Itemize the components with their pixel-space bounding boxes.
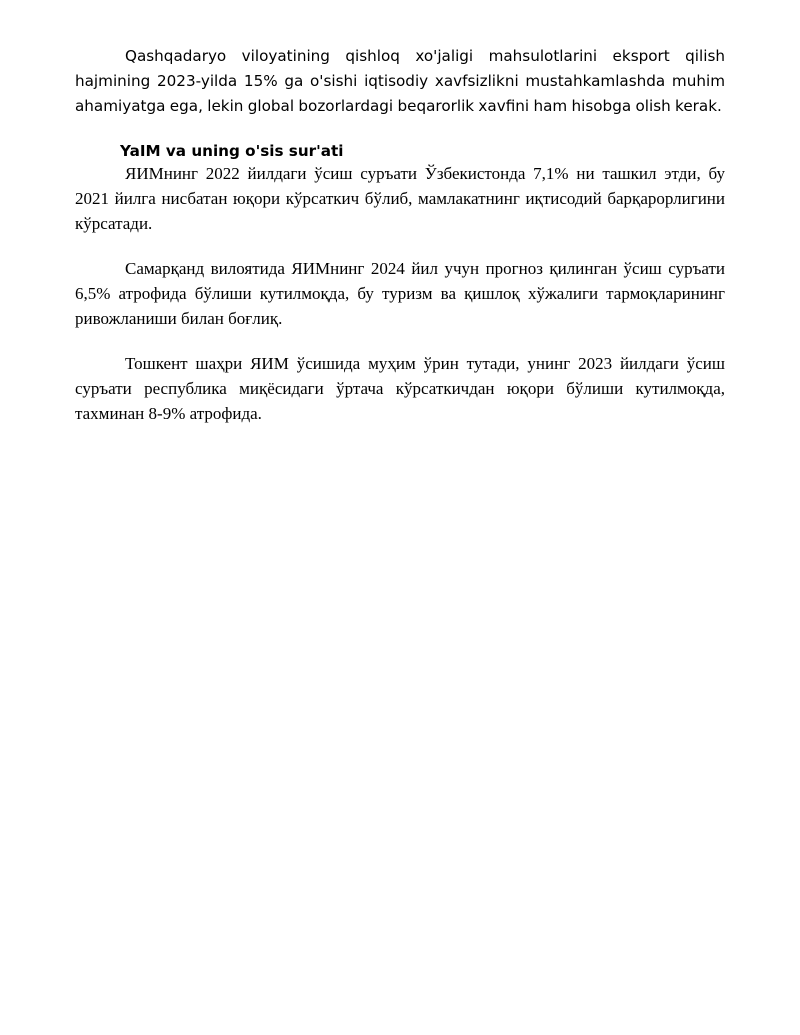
- paragraph-export-growth: Qashqadaryo viloyatining qishloq xo'jaligi mahsulotlarini eksport qilish hajmining 2023-yilda 15% ga o'sishi iqtisodiy xavfsizlikni mustahkamlashda muhim ahamiyatga ega, lekin global bozorlardagi beqarorlik xavfini ham hisobga olish kerak.: [75, 47, 725, 115]
- paragraph-tashkent-growth: Тошкент шаҳри ЯИМ ўсишида муҳим ўрин тутади, унинг 2023 йилдаги ўсиш суръати республика миқёсидаги ўртача кўрсаткичдан юқори бўлиши кутилмоқда, тахминан 8-9% атрофида.: [75, 354, 725, 423]
- document-body: [75, 44, 725, 426]
- paragraph-samarkand-forecast: Самарқанд вилоятида ЯИМнинг 2024 йил учун прогноз қилинган ўсиш суръати 6,5% атрофида бўлиши кутилмоқда, бу туризм ва қишлоқ хўжалиги тармоқларининг ривожланиши билан боғлиқ.: [75, 259, 725, 328]
- paragraph-spacer: [75, 331, 725, 351]
- paragraph-spacer: [75, 236, 725, 256]
- paragraph-gdp-growth-2022: ЯИМнинг 2022 йилдаги ўсиш суръати Ўзбекистонда 7,1% ни ташкил этди, бу 2021 йилга нисбатан юқори кўрсаткич бўлиб, мамлакатнинг иқтисодий барқарорлигини кўрсатади.: [75, 164, 725, 233]
- section-heading: YaIM va uning o'sis sur'ati: [120, 142, 344, 160]
